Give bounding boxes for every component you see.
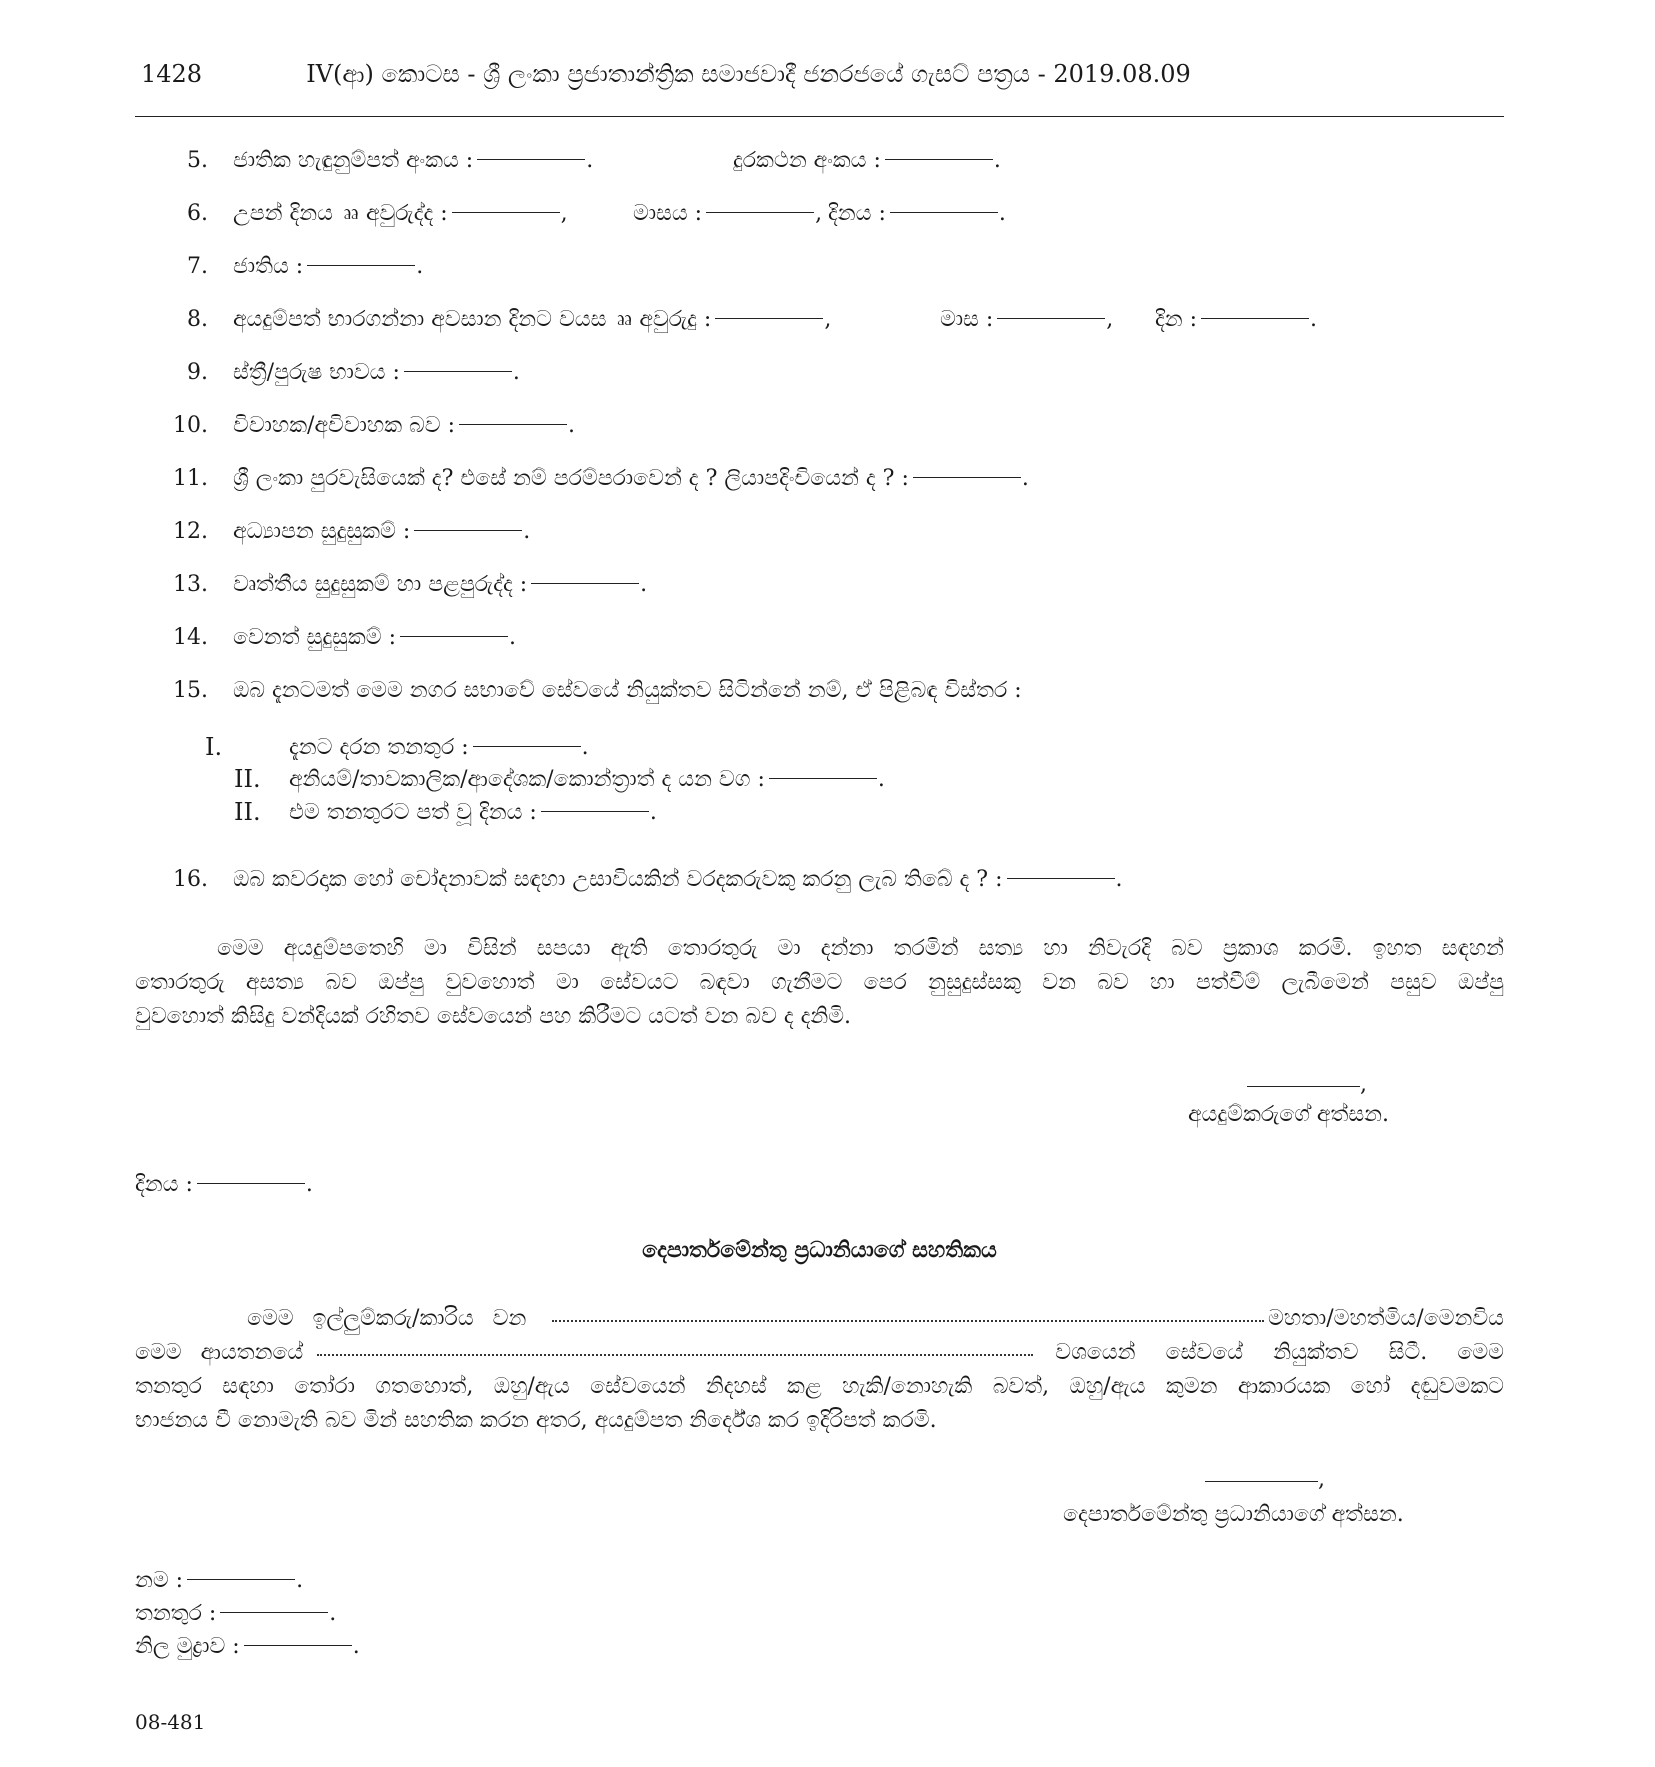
form-field-nic: ජාතික හැඳුනුම්පත් අංකය : . (233, 148, 594, 173)
form-field-professional-qualifications: වෘත්තීය සුදුසුකම් හා පළපුරුද්ද : . (233, 572, 648, 597)
field-label: දැනට දරන තනතුර : (289, 735, 469, 760)
form-field-birth-month: මාසය : , (633, 201, 823, 226)
fill-blank[interactable] (885, 159, 993, 160)
fill-blank[interactable] (414, 530, 522, 531)
fill-blank[interactable] (473, 746, 581, 747)
declaration-line: වුවහොත් කිසිදු වන්දියක් රහිතව සේවයෙන් පහ කිරීමට යටත් වන බව ද දනිමි. (135, 1004, 852, 1029)
header-divider (135, 116, 1504, 117)
item-number: 15. (173, 678, 208, 703)
form-field-date: දිනය : . (135, 1172, 313, 1197)
item-number: 14. (173, 625, 208, 650)
field-label: ස්ත්‍රී/පුරුෂ භාවය : (233, 360, 400, 385)
form-field-gender: ස්ත්‍රී/පුරුෂ භාවය : . (233, 360, 520, 385)
form-field-age-years: අයදුම්පත් භාරගන්නා අවසාන දිනට වයස ෲ අවුරුදු : , (233, 307, 832, 332)
field-label: දින : (1155, 307, 1198, 332)
form-field-education: අධ්‍යාපන සුදුසුකම් : . (233, 519, 531, 544)
field-label: නම : (135, 1568, 184, 1593)
field-label: ශ්‍රී ලංකා පුරවැසියෙක් ද? එසේ නම් පරම්පරාවෙන් ද ? ලියාපදිංචියෙන් ද ? : (233, 466, 909, 491)
form-field-marital-status: විවාහක/අවිවාහක බව : . (233, 413, 576, 438)
item-number: 6. (187, 201, 208, 226)
form-field-other-qualifications: වෙනත් සුදුසුකම් : . (233, 625, 517, 650)
item-number: 9. (187, 360, 208, 385)
certificate-text: මෙම ආයතනයේ (135, 1340, 304, 1365)
certificate-line: භාජනය වී නොමැති බව මින් සහතික කරන අතර, අයදුම්පත නිර්දේශ කර ඉදිරිපත් කරමි. (135, 1408, 937, 1433)
form-field-employment-type: අනියම්/තාවකාලික/ආදේශක/කොන්ත්‍රාත් ද යන වග : . (289, 767, 885, 792)
certificate-paragraph (135, 1302, 1504, 1438)
footer-code: 08-481 (135, 1710, 206, 1734)
field-label: දිනය : (135, 1172, 193, 1197)
declaration-line: තොරතුරු අසත්‍ය බව ඔප්පු වුවහොත් මා සේවයට බඳවා ගැනීමට පෙර නුසුදුස්සකු වන බව හා පත්වීම් ලැබීමෙන් පසුව ඔප්පු (135, 970, 1504, 995)
item-number: 11. (173, 466, 208, 491)
form-field-birth-day: දිනය : . (828, 201, 1006, 226)
form-field-official-seal: නිල මුද්‍රාව : . (135, 1634, 360, 1659)
page-number: 1428 (141, 60, 203, 88)
form-field-conviction: ඔබ කවරදාක හෝ චෝදනාවක් සඳහා උසාවියකින් වරදකරුවකු කරනු ලැබ තිබේ ද ? : . (233, 867, 1123, 892)
head-signature-label: දෙපාර්තමේන්තු ප්‍රධානියාගේ අත්සන. (1063, 1502, 1404, 1527)
fill-blank[interactable] (913, 477, 1021, 478)
fill-blank[interactable] (220, 1612, 328, 1613)
head-signature-line[interactable] (1205, 1481, 1318, 1482)
signature-comma: , (1318, 1467, 1325, 1492)
field-label: අධ්‍යාපන සුදුසුකම් : (233, 519, 411, 544)
fill-blank[interactable] (997, 318, 1105, 319)
certificate-text: මහතා/මහත්මිය/මෙනවිය (1268, 1306, 1504, 1331)
fill-blank[interactable] (541, 811, 649, 812)
form-field-race: ජාතිය : . (233, 254, 424, 279)
fill-blank[interactable] (769, 778, 877, 779)
field-label: අයදුම්පත් භාරගන්නා අවසාන දිනට වයස ෲ අවුරුදු : (233, 307, 712, 332)
form-field-appointment-date: එම තනතුරට පත් වූ දිනය : . (289, 800, 657, 825)
field-label: නිල මුද්‍රාව : (135, 1634, 240, 1659)
applicant-name-dotted-field[interactable] (552, 1320, 1264, 1322)
item-number: 13. (173, 572, 208, 597)
field-label: ජාතිය : (233, 254, 304, 279)
field-label: වෘත්තීය සුදුසුකම් හා පළපුරුද්ද : (233, 572, 528, 597)
item-number: 16. (173, 867, 208, 892)
item-number: 10. (173, 413, 208, 438)
fill-blank[interactable] (404, 371, 512, 372)
certificate-text: මෙම ඉල්ලුම්කරු/කාරිය වන (247, 1306, 527, 1331)
form-field-age-months: මාස : , (940, 307, 1114, 332)
form-field-citizenship: ශ්‍රී ලංකා පුරවැසියෙක් ද? එසේ නම් පරම්පරාවෙන් ද ? ලියාපදිංචියෙන් ද ? : . (233, 466, 1029, 491)
item-number: 5. (187, 148, 208, 173)
field-label: වෙනත් සුදුසුකම් : (233, 625, 397, 650)
fill-blank[interactable] (244, 1645, 352, 1646)
field-label: මාසය : (633, 201, 703, 226)
form-field-birth-year: උපන් දිනය ෲ අවුරුද්ද : , (233, 201, 568, 226)
fill-blank[interactable] (400, 636, 508, 637)
fill-blank[interactable] (307, 265, 415, 266)
certificate-text: වශයෙන් සේවයේ නියුක්තව සිටී. මෙම (1055, 1340, 1504, 1365)
fill-blank[interactable] (459, 424, 567, 425)
subitem-number: I. (205, 733, 223, 761)
fill-blank[interactable] (1007, 878, 1115, 879)
certificate-line (135, 1336, 1504, 1370)
signature-comma: , (1360, 1072, 1367, 1097)
gazette-header-title: IV(ආ) කොටස - ශ්‍රී ලංකා ප්‍රජාතාන්ත්‍රික සමාජවාදී ජනරජයේ ගැසට් පත්‍රය - 2019.08.09 (306, 60, 1191, 88)
subitem-number: II. (234, 798, 261, 826)
applicant-signature-label: අයදුම්කරුගේ අත්සන. (1188, 1102, 1390, 1127)
declaration-line: මෙම අයදුම්පතෙහි මා විසින් සපයා ඇති තොරතුරු මා දන්නා තරමින් සත්‍ය හා නිවැරදි බව ප්‍රකාශ කරමි. ඉහත සඳහන් (217, 936, 1504, 961)
field-label: අනියම්/තාවකාලික/ආදේශක/කොන්ත්‍රාත් ද යන වග : (289, 767, 765, 792)
fill-blank[interactable] (706, 212, 814, 213)
form-field-current-post: දැනට දරන තනතුර : . (289, 735, 589, 760)
fill-blank[interactable] (452, 212, 560, 213)
field-label: ඔබ කවරදාක හෝ චෝදනාවක් සඳහා උසාවියකින් වරදකරුවකු කරනු ලැබ තිබේ ද ? : (233, 867, 1003, 892)
field-label: දිනය : (828, 201, 886, 226)
field-label: උපන් දිනය ෲ අවුරුද්ද : (233, 201, 448, 226)
field-label: විවාහක/අවිවාහක බව : (233, 413, 456, 438)
fill-blank[interactable] (197, 1183, 305, 1184)
field-label: එම තනතුරට පත් වූ දිනය : (289, 800, 537, 825)
designation-dotted-field[interactable] (317, 1354, 1033, 1356)
field-label: මාස : (940, 307, 994, 332)
form-field-name: නම : . (135, 1568, 304, 1593)
declaration-paragraph (135, 932, 1504, 1034)
fill-blank[interactable] (715, 318, 823, 319)
form-field-designation: තනතුර : . (135, 1601, 337, 1626)
form-field-phone: දුරකථන අංකය : . (733, 148, 1001, 173)
fill-blank[interactable] (1201, 318, 1309, 319)
field-label: ඔබ දැනටමත් මෙම නගර සභාවේ සේවයේ නියුක්තව සිටින්නේ නම්, ඒ පිළිබඳ විස්තර : (233, 678, 1022, 703)
applicant-signature-line[interactable] (1247, 1086, 1360, 1087)
form-field-age-days: දින : . (1155, 307, 1318, 332)
subitem-number: II. (234, 765, 261, 793)
item-number: 8. (187, 307, 208, 332)
fill-blank[interactable] (187, 1579, 295, 1580)
field-label: ජාතික හැඳුනුම්පත් අංකය : (233, 148, 474, 173)
certificate-line (135, 1302, 1504, 1336)
fill-blank[interactable] (531, 583, 639, 584)
certificate-line: තනතුර සඳහා තෝරා ගතහොත්, ඔහු/ඇය සේවයෙන් නිදහස් කළ හැකි/නොහැකි බවත්, ඔහු/ඇය කුමන ආකාරයක හෝ දඬුවමකට (135, 1374, 1504, 1399)
fill-blank[interactable] (890, 212, 998, 213)
certificate-title: දෙපාර්තමේන්තු ප්‍රධානියාගේ සහතිකය (642, 1237, 997, 1263)
field-label: තනතුර : (135, 1601, 217, 1626)
field-label: දුරකථන අංකය : (733, 148, 881, 173)
item-number: 12. (173, 519, 208, 544)
item-number: 7. (187, 254, 208, 279)
form-field-current-employment-heading (233, 678, 1022, 703)
fill-blank[interactable] (477, 159, 585, 160)
